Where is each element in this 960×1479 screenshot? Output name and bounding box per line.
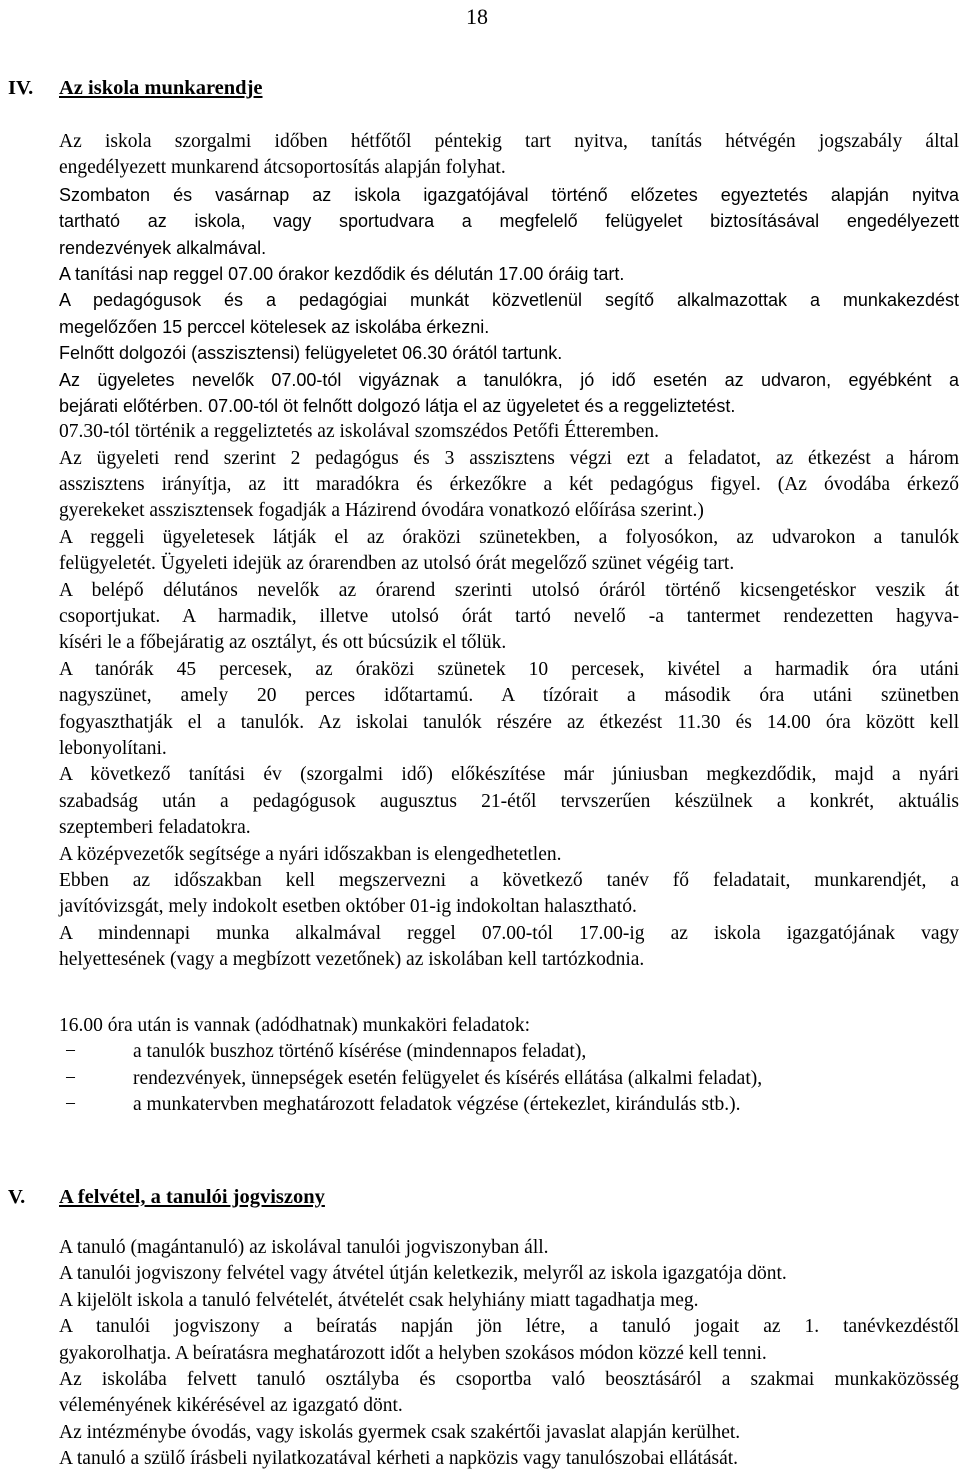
text-line: 07.30-tól történik a reggeliztetés az iskolával szomszédos Petőfi Étteremben. [59, 421, 659, 443]
duty-text: rendezvények, ünnepségek esetén felügyelet és kísérés ellátása (alkalmi feladat), [133, 1067, 763, 1089]
text-line: bejárati előtérben. 07.00-tól öt felnőtt dolgozó látja el az ügyeletet és a reggeliztetést. [59, 395, 736, 416]
duties-intro: 16.00 óra után is vannak (adódhatnak) munkaköri feladatok: [59, 1015, 531, 1036]
text-line: Ebben az időszakban kell megszervezni a következő tanév fő feladatait, munkarendjét, a [59, 869, 959, 891]
duty-text: a munkatervben meghatározott feladatok végzése (értekezlet, kirándulás stb.). [133, 1094, 741, 1116]
section-iv-body [59, 129, 959, 974]
text-line: rendezvények alkalmával. [59, 237, 267, 258]
text-line: javítóvizsgát, mely indokolt esetben október 01-ig indokoltan halasztható. [59, 896, 637, 918]
section-number: IV. [8, 77, 34, 99]
dash-bullet: − [65, 1094, 76, 1116]
text-line: gyerekeket asszisztensek fogadják a Házirend óvodára vonatkozó előírása szerint.) [59, 500, 704, 522]
text-line: szeptemberi feladatokra. [59, 817, 251, 839]
text-line: A mindennapi munka alkalmával reggel 07.00-tól 17.00-ig az iskola igazgatójának vagy [59, 922, 959, 944]
text-line: gyakorolhatja. A beíratásra meghatározott időt a helyben szokásos módon közzé kell tenni. [59, 1342, 767, 1364]
duty-list-item [59, 1066, 959, 1092]
text-line: felügyeletét. Ügyeleti idejük az órarendben az utolsó órát megelőző szünet végéig tart. [59, 553, 735, 575]
text-line: Az ügyeleti rend szerint 2 pedagógus és 3 asszisztens végzi ezt a feladatot, az étkezést a három [59, 447, 959, 469]
text-line: kíséri le a főbejáratig az osztályt, és ott búcsúzik el tőlük. [59, 632, 507, 654]
duties-block [59, 1013, 959, 1119]
text-line: Az iskola szorgalmi időben hétfőtől péntekig tart nyitva, tanítás hétvégén jogszabály által [59, 131, 959, 152]
text-line: fogyaszthatják el a tanulók. Az iskolai tanulók részére az étkezést 11.30 és 14.00 óra között kell [59, 711, 959, 733]
text-line: A középvezetők segítsége a nyári időszakban is elengedhetetlen. [59, 843, 562, 865]
text-line: A tanulói jogviszony felvétel vagy átvétel útján keletkezik, melyről az iskola igazgatója dönt. [59, 1263, 787, 1285]
text-line: nagyszünet, amely 20 perces időtartamú. A tízórait a második óra utáni szünetben [59, 685, 959, 707]
text-line: A tanuló a szülő írásbeli nyilatkozatával kérheti a napközis vagy tanulószobai ellátását. [59, 1448, 739, 1470]
page-number: 18 [466, 4, 488, 29]
text-line: Az ügyeletes nevelők 07.00-tól vigyáznak a tanulókra, jó idő esetén az udvaron, egyébként a [59, 369, 959, 390]
text-line: A reggeli ügyeletesek látják el az óraközi szünetekben, a folyosókon, az udvarokon a tanulók [59, 526, 959, 548]
text-line: A tanuló (magántanuló) az iskolával tanulói jogviszonyban áll. [59, 1237, 549, 1258]
duty-list-item [59, 1039, 959, 1065]
text-line: véleményének kikérésével az igazgató dönt. [59, 1395, 403, 1417]
text-line: A belépő délutános nevelők az órarend szerinti utolsó óráról történő kicsengetéskor veszik át [59, 579, 959, 601]
section-title: Az iskola munkarendje [59, 77, 263, 99]
section-number: V. [8, 1186, 26, 1208]
duty-text: a tanulók buszhoz történő kísérése (mindennapos feladat), [133, 1041, 587, 1063]
text-line: megelőzően 15 perccel kötelesek az iskolába érkezni. [59, 316, 490, 337]
text-line: tartható az iskola, vagy sportudvara a megfelelő felügyelet biztosításával engedélyezett [59, 211, 959, 232]
text-line: A tanulói jogviszony a beíratás napján jön létre, a tanuló jogait az 1. tanévkezdéstől [59, 1316, 959, 1338]
text-line: A következő tanítási év (szorgalmi idő) előkészítése már júniusban megkezdődik, majd a nyári [59, 764, 959, 786]
text-line: A tanítási nap reggel 07.00 órakor kezdődik és délután 17.00 óráig tart. [59, 263, 625, 284]
text-line: Felnőtt dolgozói (asszisztensi) felügyeletet 06.30 órától tartunk. [59, 343, 563, 364]
text-line: A kijelölt iskola a tanuló felvételét, átvételét csak helyhiány miatt tagadhatja meg. [59, 1289, 699, 1311]
text-line: engedélyezett munkarend átcsoportosítás alapján folyhat. [59, 157, 506, 179]
text-line: asszisztens irányítja, az itt maradókra és érkezőkre a két pedagógus figyel. (Az óvodába érkező [59, 474, 959, 496]
text-line: A pedagógusok és a pedagógiai munkát közvetlenül segítő alkalmazottak a munkakezdést [59, 290, 959, 311]
section-v-body [59, 1235, 959, 1473]
dash-bullet: − [65, 1041, 76, 1063]
text-line: A tanórák 45 percesek, az óraközi szünetek 10 percesek, kivétel a harmadik óra utáni [59, 658, 959, 680]
text-line: Az iskolába felvett tanuló osztályba és csoportba való beosztásáról a szakmai munkaközösség [59, 1368, 959, 1390]
duties-list [59, 1039, 959, 1118]
duty-list-item [59, 1092, 959, 1118]
text-line: helyettesének (vagy a megbízott vezetőnek) az iskolában kell tartózkodnia. [59, 949, 645, 971]
dash-bullet: − [65, 1067, 76, 1089]
text-line: lebonyolítani. [59, 737, 167, 759]
text-line: szabadság után a pedagógusok augusztus 21-étől tervszerűen készülnek a konkrét, aktuális [59, 790, 959, 812]
text-line: Szombaton és vasárnap az iskola igazgatójával történő előzetes egyeztetés alapján nyitva [59, 184, 959, 205]
text-line: Az intézménybe óvodás, vagy iskolás gyermek csak szakértői javaslat alapján kerülhet. [59, 1421, 741, 1443]
section-title: A felvétel, a tanulói jogviszony [59, 1186, 325, 1208]
text-line: csoportjukat. A harmadik, illetve utolsó órát tartó nevelő -a tantermet rendezetten hagyva- [59, 606, 959, 628]
